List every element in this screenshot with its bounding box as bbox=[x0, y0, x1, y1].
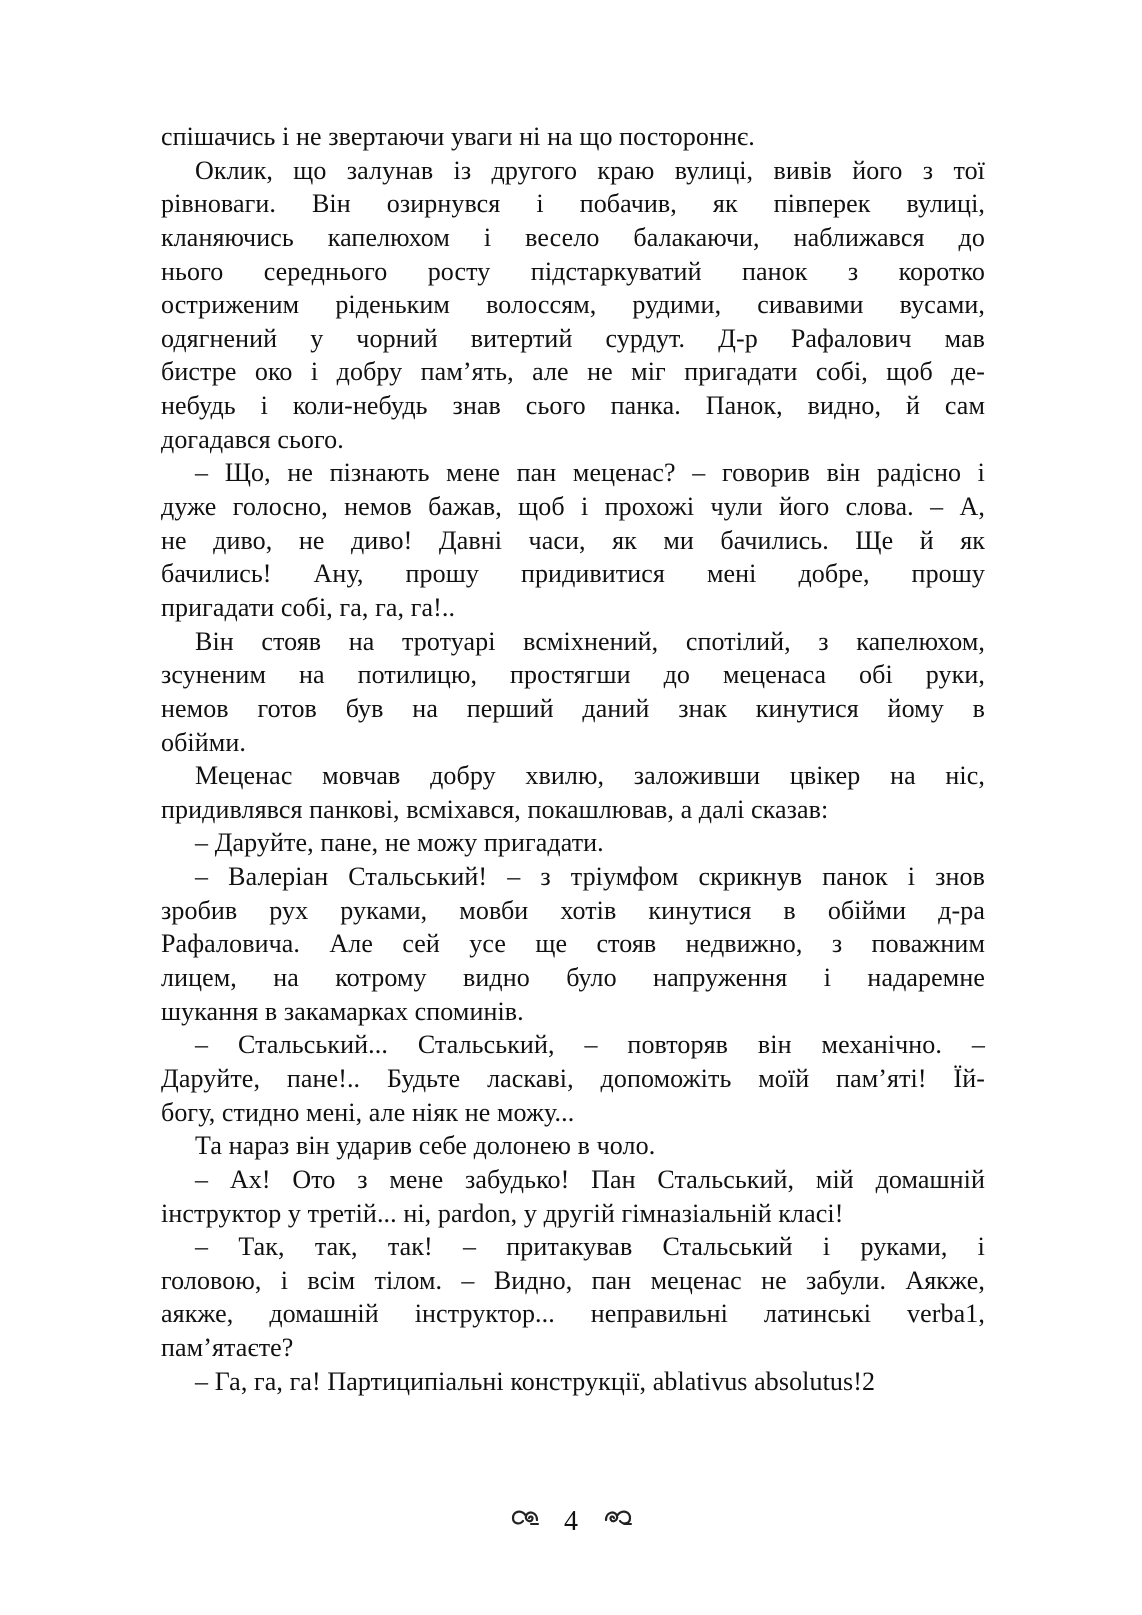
text-line: – Так, так, так! – притакував Стальський і руками, і bbox=[195, 1232, 985, 1262]
text-line: пригадати собі, га, га, га!.. bbox=[161, 592, 456, 622]
paragraph bbox=[127, 826, 985, 860]
text-line: зробив рух руками, мовби хотів кинутися в обійми д-ра bbox=[161, 895, 985, 925]
text-line: придивлявся панкові, всміхався, покашлював, а далі сказав: bbox=[161, 794, 829, 824]
text-line: немов готов був на перший даний знак кинутися йому в bbox=[161, 693, 985, 723]
text-line: шукання в закамарках споминів. bbox=[161, 996, 524, 1026]
paragraph bbox=[127, 625, 985, 760]
text-line: пам’ятаєте? bbox=[161, 1333, 294, 1363]
paragraph bbox=[127, 456, 985, 624]
page-footer bbox=[0, 1500, 1142, 1542]
text-line: – Даруйте, пане, не можу пригадати. bbox=[195, 828, 604, 858]
paragraph bbox=[127, 1230, 985, 1365]
text-line: бистре око і добру пам’ять, але не міг пригадати собі, щоб де- bbox=[161, 357, 985, 387]
text-line: одягнений у чорний витертий сурдут. Д-р Рафалович мав bbox=[161, 323, 985, 353]
text-line: кланяючись капелюхом і весело балакаючи, наближався до bbox=[161, 222, 985, 252]
text-line: рівноваги. Він озирнувся і побачив, як півперек вулиці, bbox=[161, 189, 985, 219]
text-line: Оклик, що залунав із другого краю вулиці, вивів його з тої bbox=[195, 155, 985, 185]
paragraph bbox=[127, 1028, 985, 1129]
text-line: Рафаловича. Але сей усе ще стояв недвижно, з поважним bbox=[161, 929, 985, 959]
text-line: – Що, не пізнають мене пан меценас? – говорив він радісно і bbox=[195, 458, 985, 488]
text-line: не диво, не диво! Давні часи, як ми бачились. Ще й як bbox=[161, 525, 985, 555]
text-line: догадався сього. bbox=[161, 424, 344, 454]
text-line: – Ах! Ото з мене забудько! Пан Стальський, мій домашній bbox=[195, 1164, 985, 1194]
paragraph bbox=[127, 1365, 985, 1399]
text-line: обійми. bbox=[161, 727, 246, 757]
text-line: лицем, на котрому видно було напруження і надаремне bbox=[161, 963, 985, 993]
text-line: остриженим ріденьким волоссям, рудими, сивавими вусами, bbox=[161, 290, 985, 320]
text-line: – Стальський... Стальський, – повторяв він механічно. – bbox=[195, 1030, 985, 1060]
text-line: дуже голосно, немов бажав, щоб і прохожі чули його слова. – А, bbox=[161, 492, 985, 522]
text-line: Даруйте, пане!.. Будьте ласкаві, допоможіть моїй пам’яті! Їй- bbox=[161, 1063, 985, 1093]
text-line: небудь і коли-небудь знав сього панка. Панок, видно, й сам bbox=[161, 391, 985, 421]
paragraph bbox=[127, 759, 985, 826]
page-number: 4 bbox=[564, 1506, 578, 1538]
paragraph bbox=[127, 1163, 985, 1230]
text-line: Він стояв на тротуарі всміхнений, спотілий, з капелюхом, bbox=[195, 626, 985, 656]
text-line: бачились! Ану, прошу придивитися мені добре, прошу bbox=[161, 559, 985, 589]
text-line: зсуненим на потилицю, простягши до меценаса обі руки, bbox=[161, 660, 985, 690]
fleuron-left-icon bbox=[510, 1500, 540, 1540]
paragraph bbox=[127, 154, 985, 457]
text-line: – Валеріан Стальський! – з тріумфом скрикнув панок і знов bbox=[195, 862, 985, 892]
text-line: аякже, домашній інструктор... неправильні латинські verba1, bbox=[161, 1299, 985, 1329]
text-line: спішачись і не звертаючи уваги ні на що постороннє. bbox=[161, 122, 755, 151]
paragraph bbox=[127, 860, 985, 1028]
text-line: інструктор у третій... ні, pardon, у другій гімназіальній класі! bbox=[161, 1198, 844, 1228]
text-line: богу, стидно мені, але ніяк не можу... bbox=[161, 1097, 575, 1127]
text-line: Та нараз він ударив себе долонею в чоло. bbox=[195, 1131, 656, 1161]
text-line: – Га, га, га! Партиципіальні конструкції, ablativus absolutus!2 bbox=[195, 1366, 876, 1396]
fleuron-right-icon bbox=[603, 1500, 633, 1540]
text-line: Меценас мовчав добру хвилю, заложивши цвікер на ніс, bbox=[195, 761, 985, 791]
paragraph bbox=[127, 120, 985, 154]
body-text bbox=[127, 120, 985, 1398]
text-line: нього середнього росту підстаркуватий панок з коротко bbox=[161, 256, 985, 286]
text-line: головою, і всім тілом. – Видно, пан меценас не забули. Аякже, bbox=[161, 1265, 985, 1295]
paragraph bbox=[127, 1129, 985, 1163]
